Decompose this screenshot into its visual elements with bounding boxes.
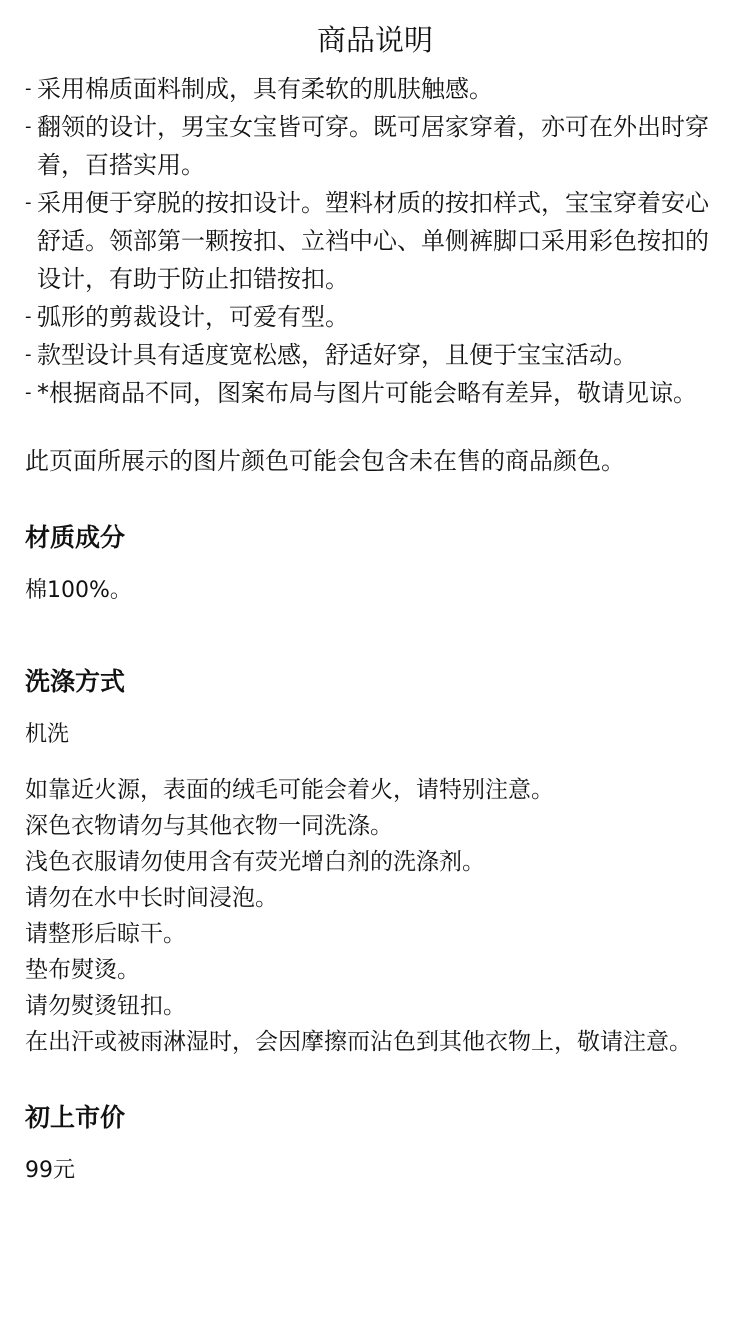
price-heading: 初上市价 — [25, 1103, 126, 1132]
bullet-dash: - — [25, 382, 32, 403]
description-item — [25, 184, 725, 298]
description-item — [25, 108, 725, 184]
description-text: 采用棉质面料制成，具有柔软的肌肤触感。 — [37, 75, 493, 103]
price-value: 99元 — [25, 1158, 75, 1183]
bullet-dash: - — [25, 344, 32, 365]
page-title: 商品说明 — [316, 23, 433, 57]
washing-note: 垫布熨烫。 — [25, 957, 140, 983]
washing-heading: 洗涤方式 — [25, 667, 126, 696]
washing-note: 请勿在水中长时间浸泡。 — [25, 885, 278, 911]
description-item — [25, 336, 725, 374]
washing-method: 机洗 — [25, 722, 70, 747]
washing-note: 浅色衣服请勿使用含有荧光增白剂的洗涤剂。 — [25, 849, 485, 875]
bullet-dash: - — [25, 78, 32, 99]
bullet-dash: - — [25, 116, 32, 137]
washing-notes-list — [25, 772, 725, 1060]
washing-note: 在出汗或被雨淋湿时，会因摩擦而沾色到其他衣物上，敬请注意。 — [25, 1029, 692, 1055]
color-note: 此页面所展示的图片颜色可能会包含未在售的商品颜色。 — [25, 447, 625, 475]
washing-note: 深色衣物请勿与其他衣物一同洗涤。 — [25, 813, 393, 839]
washing-note: 如靠近火源，表面的绒毛可能会着火，请特别注意。 — [25, 777, 554, 803]
washing-note: 请勿熨烫钮扣。 — [25, 993, 186, 1019]
washing-note: 请整形后晾干。 — [25, 921, 186, 947]
description-text: 翻领的设计，男宝女宝皆可穿。既可居家穿着，亦可在外出时穿着，百搭实用。 — [37, 113, 709, 179]
description-item — [25, 298, 725, 336]
description-list — [25, 70, 725, 412]
description-text: 弧形的剪裁设计，可爱有型。 — [37, 303, 349, 331]
bullet-dash: - — [25, 306, 32, 327]
bullet-dash: - — [25, 192, 32, 213]
description-text: 款型设计具有适度宽松感，舒适好穿，且便于宝宝活动。 — [37, 341, 637, 369]
material-value: 棉100%。 — [25, 578, 132, 603]
description-text: *根据商品不同，图案布局与图片可能会略有差异，敬请见谅。 — [37, 379, 697, 407]
description-item — [25, 374, 725, 412]
description-item — [25, 70, 725, 108]
material-heading: 材质成分 — [25, 523, 126, 552]
description-text: 采用便于穿脱的按扣设计。塑料材质的按扣样式，宝宝穿着安心舒适。领部第一颗按扣、立裆中心、单侧裤脚口采用彩色按扣的设计，有助于防止扣错按扣。 — [37, 189, 709, 293]
